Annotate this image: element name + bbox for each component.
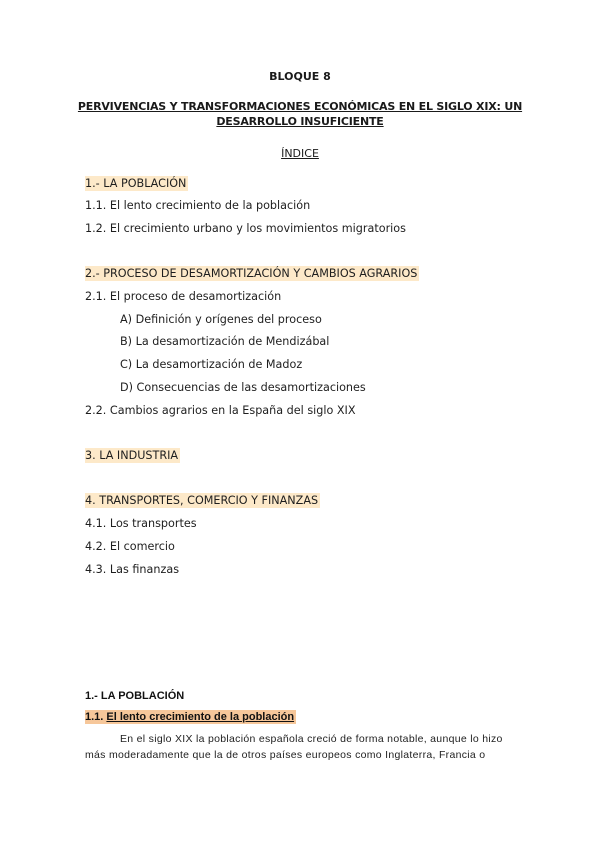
toc-section-1-heading: 1.- LA POBLACIÓN (85, 177, 187, 190)
toc-subitem[interactable]: D) Consecuencias de las desamortizaciones (120, 381, 366, 394)
toc-section-4-heading: 4. TRANSPORTES, COMERCIO Y FINANZAS (85, 494, 319, 507)
toc-section-1[interactable] (85, 177, 188, 190)
bloque-label: BLOQUE 8 (269, 70, 331, 83)
toc-item[interactable]: 1.2. El crecimiento urbano y los movimientos migratorios (85, 222, 406, 235)
toc-section-2[interactable] (85, 267, 419, 280)
body-section-heading: 1.- LA POBLACIÓN (85, 690, 185, 702)
toc-subitem[interactable]: C) La desamortización de Madoz (120, 358, 303, 371)
toc-item[interactable]: 2.2. Cambios agrarios en la España del siglo XIX (85, 404, 356, 417)
body-subsection-number: 1.1. (85, 711, 104, 723)
body-paragraph-line: En el siglo XIX la población española creció de forma notable, aunque lo hizo (120, 733, 503, 745)
toc-item[interactable]: 1.1. El lento crecimiento de la población (85, 199, 311, 212)
body-subsection-title: El lento crecimiento de la población (106, 711, 295, 723)
toc-section-3-heading: 3. LA INDUSTRIA (85, 449, 179, 462)
toc-section-4[interactable] (85, 494, 320, 507)
toc-item[interactable]: 4.2. El comercio (85, 540, 175, 553)
index-heading: ÍNDICE (281, 147, 319, 160)
toc-item[interactable]: 2.1. El proceso de desamortización (85, 290, 282, 303)
toc-section-3[interactable] (85, 449, 180, 462)
toc-section-2-heading: 2.- PROCESO DE DESAMORTIZACIÓN Y CAMBIOS AGRARIOS (85, 267, 418, 280)
toc-subitem[interactable]: B) La desamortización de Mendizábal (120, 335, 330, 348)
body-paragraph-line: más moderadamente que la de otros países europeos como Inglaterra, Francia o (85, 749, 486, 761)
body-subsection-heading (85, 711, 296, 723)
toc-item[interactable]: 4.3. Las finanzas (85, 563, 180, 576)
document-title: PERVIVENCIAS Y TRANSFORMACIONES ECONÓMICAS EN EL SIGLO XIX: UN DESARROLLO INSUFICIENTE (77, 100, 523, 128)
toc-subitem[interactable]: A) Definición y orígenes del proceso (120, 313, 322, 326)
toc-item[interactable]: 4.1. Los transportes (85, 517, 197, 530)
